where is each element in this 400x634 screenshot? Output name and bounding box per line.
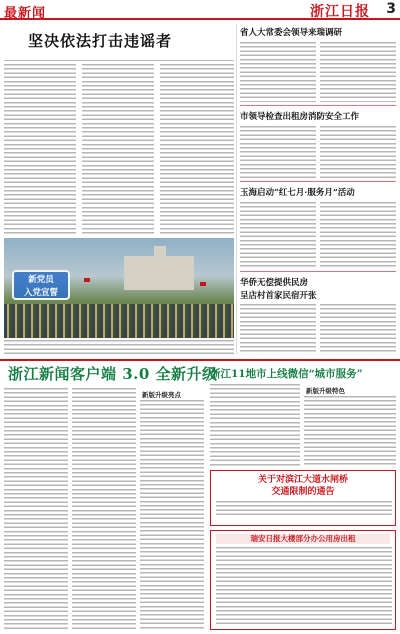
ad-box [210,530,396,630]
story3-body-b [320,202,396,268]
story2-body-a [240,126,316,178]
photo-flag [84,278,90,282]
story2-headline: 市领导检查出租房消防安全工作 [240,112,360,122]
bottom-right-body-a [210,384,300,466]
photo-badge [12,270,70,300]
photo-crowd [4,304,234,338]
bottom-left-headline: 浙江新闻客户端 3.0 全新升级 [8,365,218,383]
story3-body-a [240,202,316,268]
ad-body [216,547,392,625]
lead-rule [4,60,234,61]
lead-body-col-2 [82,64,154,236]
paper-name: 浙江日报 [310,4,370,20]
story-divider [240,105,396,106]
photo-caption [4,340,234,356]
story-divider [240,181,396,182]
page-number: 3 [386,1,396,17]
section-name: 最新闻 [4,6,47,21]
story4-body-b [320,304,396,354]
photo-building [154,246,166,260]
story4-headline-line-1: 华侨无偿提供民房 [240,278,309,288]
bottom-right-headline: 浙江11地市上线微信“城市服务” [210,368,363,380]
bottom-left-body-a [4,388,68,630]
photo-flag [200,282,206,286]
notice-title-line-2: 交通限制的通告 [271,487,335,497]
bottom-left-body-c [140,400,204,630]
photo-badge-line-2: 入党宣誓 [23,288,58,298]
photo-building [124,256,194,290]
notice-body [216,501,392,515]
lead-body-col-3 [160,64,234,236]
story4-body-a [240,304,316,354]
column-divider [236,24,237,354]
story4-headline-line-2: 呈店村首家民宿开张 [240,291,317,301]
ad-title: 瑞安日报大楼部分办公用房出租 [216,534,390,544]
story-divider [240,271,396,272]
notice-box [210,470,396,526]
bottom-left-subhead: 新版升级亮点 [142,391,181,399]
story1-body-b [320,42,396,102]
story1-body-a [240,42,316,102]
photo-badge-line-1: 新党员 [28,275,54,285]
story2-body-b [320,126,396,178]
story1-headline: 省人大常委会领导来瑞调研 [240,28,343,38]
band-rule [0,359,400,361]
story3-headline: 玉海启动“红七月·服务月”活动 [240,188,355,198]
bottom-right-subhead: 新版升级特色 [306,387,345,395]
masthead [0,0,400,20]
lead-headline: 坚决依法打击违谣者 [28,32,173,50]
lead-body-col-1 [4,64,76,236]
notice-title-line-1: 关于对滨江大道水闸桥 [257,475,348,485]
bottom-left-body-b [72,388,136,630]
bottom-right-body-b [304,396,396,466]
